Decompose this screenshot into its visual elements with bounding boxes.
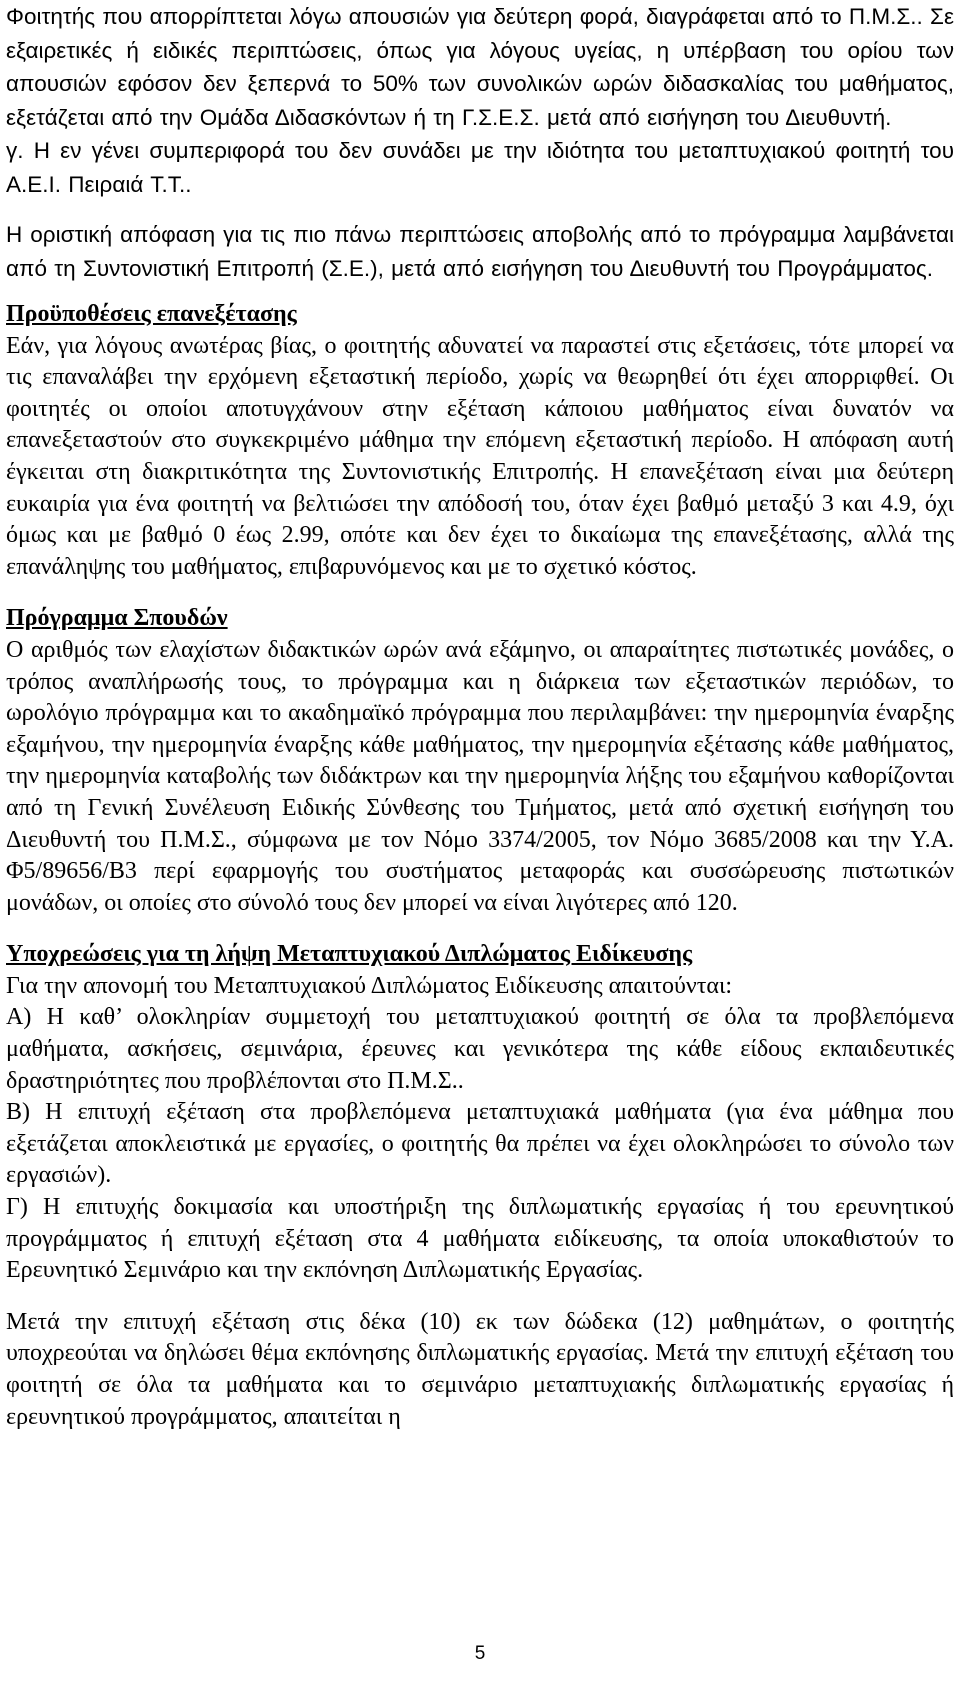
obligations-intro: Για την απονομή του Μεταπτυχιακού Διπλώματος Ειδίκευσης απαιτούνται:	[6, 972, 733, 999]
page-number: 5	[474, 1643, 486, 1664]
continuation-paragraph: Φοιτητής που απορρίπτεται λόγω απουσιών για δεύτερη φορά, διαγράφεται από το Π.Μ.Σ.. Σε εξαιρετικές ή ειδικές περιπτώσεις, όπως για λόγους υγείας, η υπέρβαση του ορίου των απουσιών εφόσον δεν ξεπερνά το 50% των συνολικών ωρών διδασκαλίας του μαθήματος, εξετάζεται από την Ομάδα Διδασκόντων ή τη Γ.Σ.Ε.Σ. μετά από εισήγηση του Διευθυντή.	[6, 4, 954, 130]
reexam-section	[6, 299, 954, 583]
obligations-closing: Μετά την επιτυχή εξέταση στις δέκα (10) εκ των δώδεκα (12) μαθημάτων, ο φοιτητής υποχρεούται να δηλώσει θέμα εκπόνησης διπλωματικής εργασίας. Μετά την επιτυχή εξέταση του φοιτητή σε όλα τα μαθήματα και το σεμινάριο μεταπτυχιακής διπλωματικής εργασίας ή ερευνητικού προγράμματος, απαιτείται η	[6, 1308, 954, 1430]
obligations-item-c: Γ) Η επιτυχής δοκιμασία και υποστήριξη της διπλωματικής εργασίας ή του ερευνητικού προγράμματος ή επιτυχή εξέταση στα 4 μαθήματα ειδίκευσης, τα οποία υποκαθιστούν το Ερευνητικό Σεμινάριο και την εκπόνηση Διπλωματικής Εργασίας.	[6, 1194, 954, 1284]
obligations-section	[6, 939, 954, 1433]
reexam-body: Εάν, για λόγους ανωτέρας βίας, ο φοιτητής αδυνατεί να παραστεί στις εξετάσεις, τότε μπορεί να τις επαναλάβει την ερχόμενη εξεταστική περίοδο, χωρίς να θεωρηθεί ότι έχει απορριφθεί. Οι φοιτητές οι οποίοι αποτυγχάνουν στην εξέταση κάποιου μαθήματος είναι δυνατόν να επανεξεταστούν στο συγκεκριμένο μάθημα την επόμενη εξεταστική περίοδο. Η απόφαση αυτή έγκειται στη διακριτικότητα της Συντονιστικής Επιτροπής. Η επανεξέταση είναι μια δεύτερη ευκαιρία για ένα φοιτητή να βελτιώσει την απόδοσή του, όταν έχει βαθμό μεταξύ 3 και 4.9, όχι όμως και με βαθμό 0 έως 2.99, οπότε και δεν έχει το δικαίωμα της επανεξέτασης, αλλά της επανάληψης του μαθήματος, επιβαρυνόμενος και με το σχετικό κόστος.	[6, 332, 954, 580]
program-body: Ο αριθμός των ελαχίστων διδακτικών ωρών ανά εξάμηνο, οι απαραίτητες πιστωτικές μονάδες, ο τρόπος αναπλήρωσής τους, το πρόγραμμα και η διάρκεια των εξεταστικών περιόδων, το ωρολόγιο πρόγραμμα και το ακαδημαϊκό πρόγραμμα που περιλαμβάνει: την ημερομηνία έναρξης εξαμήνου, την ημερομηνία έναρξης κάθε μαθήματος, την ημερομηνία εξέτασης κάθε μαθήματος, την ημερομηνία καταβολής των διδάκτρων και την ημερομηνία λήξης του εξαμήνου καθορίζονται από τη Γενική Συνέλευση Ειδικής Σύνθεσης του Τμήματος, μετά από σχετική εισήγηση του Διευθυντή του Π.Μ.Σ., σύμφωνα με τον Νόμο 3374/2005, τον Νόμο 3685/2008 και την Υ.Α. Φ5/89656/Β3 περί εφαρμογής του συστήματος μεταφοράς και συσσώρευσης πιστωτικών μονάδων, οι οποίες στο σύνολό τους δεν μπορεί να είναι λιγότερες από 120.	[6, 636, 954, 916]
obligations-heading: Υποχρεώσεις για τη λήψη Μεταπτυχιακού Διπλώματος Ειδίκευσης	[6, 941, 693, 968]
obligations-item-b: Β) Η επιτυχή εξέταση στα προβλεπόμενα μεταπτυχιακά μαθήματα (για ένα μάθημα που εξετάζεται αποκλειστικά με εργασίες, ο φοιτητής θα πρέπει να έχει ολοκληρώσει το σύνολο των εργασιών).	[6, 1099, 954, 1189]
program-section	[6, 603, 954, 919]
final-decision-paragraph: Η οριστική απόφαση για τις πιο πάνω περιπτώσεις αποβολής από το πρόγραμμα λαμβάνεται από τη Συντονιστική Επιτροπή (Σ.Ε.), μετά από εισήγηση του Διευθυντή του Προγράμματος.	[6, 222, 954, 281]
document-page	[6, 0, 954, 1433]
reexam-heading: Προϋποθέσεις επανεξέτασης	[6, 301, 297, 327]
obligations-item-a: Α) Η καθ’ ολοκληρίαν συμμετοχή του μεταπτυχιακού φοιτητή σε όλα τα προβλεπόμενα μαθήματα, ασκήσεις, σεμινάρια, έρευνες και γενικότερα της κάθε είδους εκπαιδευτικές δραστηριότητες που προβλέπονται στο Π.Μ.Σ..	[6, 1004, 954, 1094]
program-heading: Πρόγραμμα Σπουδών	[6, 605, 228, 632]
item-g-paragraph: γ. Η εν γένει συμπεριφορά του δεν συνάδει με την ιδιότητα του μεταπτυχιακού φοιτητή του Α.Ε.Ι. Πειραιά Τ.Τ..	[6, 138, 954, 197]
